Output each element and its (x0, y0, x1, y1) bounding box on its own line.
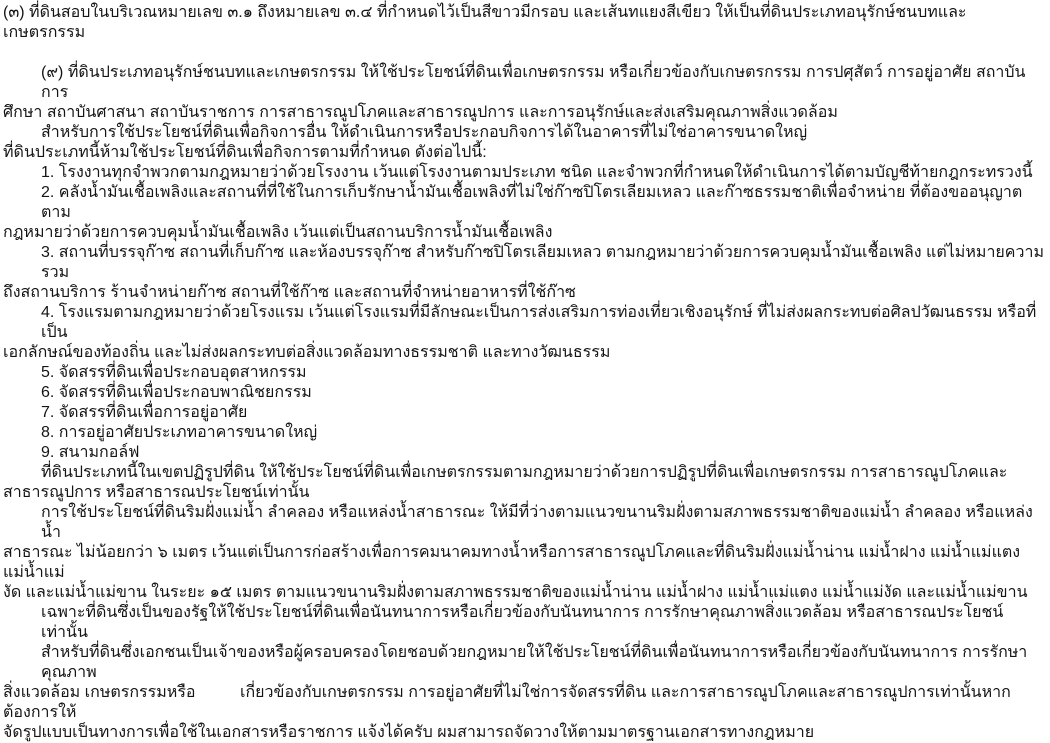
text-line: ที่ดินประเภทนี้ห้ามใช้ประโยชน์ที่ดินเพื่อกิจการตามที่กำหนด ดังต่อไปนี้: (3, 144, 487, 161)
text-line: 3. สถานที่บรรจุก๊าซ สถานที่เก็บก๊าซ และห้องบรรจุก๊าซ สำหรับก๊าซปิโตรเลียมเหลว ตามกฎหมายว่าด้วยการควบคุมน้ำมันเชื้อเพลิง แต่ไม่หมายความรวม (41, 244, 1045, 281)
text-line: สาธารณูปการ หรือสาธารณประโยชน์เท่านั้น (3, 484, 310, 501)
text-line: งัด และแม่น้ำแม่ขาน ในระยะ ๑๕ เมตร ตามแนวขนานริมฝั่งตามสภาพธรรมชาติของแม่น้ำน่าน แม่น้ำฝาง แม่น้ำแม่แตง แม่น้ำแม่งัด และแม่น้ำแม่ขาน (3, 584, 1028, 601)
text-line: เฉพาะที่ดินซึ่งเป็นของรัฐให้ใช้ประโยชน์ที่ดินเพื่อนันทนาการหรือเกี่ยวข้องกับนันทนาการ การรักษาคุณภาพสิ่งแวดล้อม หรือสาธารณประโยชน์เท่านั้น (41, 604, 1004, 641)
text-line: สาธารณะ ไม่น้อยกว่า ๖ เมตร เว้นแต่เป็นการก่อสร้างเพื่อการคมนาคมทางน้ำหรือการสาธารณูปโภคและที่ดินริมฝั่งแม่น้ำน่าน แม่น้ำฝาง แม่น้ำแม่แตง แม่น้ำแม่ (3, 544, 1025, 581)
text-line: ถึงสถานบริการ ร้านจำหน่ายก๊าซ สถานที่ใช้ก๊าซ และสถานที่จำหน่ายอาหารที่ใช้ก๊าซ (3, 284, 576, 301)
text-line: 1. โรงงานทุกจำพวกตามกฎหมายว่าด้วยโรงงาน เว้นแต่โรงงานตามประเภท ชนิด และจำพวกที่กำหนดให้ดำเนินการได้ตามบัญชีท้ายกฎกระทรวงนี้ (41, 164, 1033, 181)
text-line: กฎหมายว่าด้วยการควบคุมน้ำมันเชื้อเพลิง เว้นแต่เป็นสถานบริการน้ำมันเชื้อเพลิง (3, 224, 553, 241)
text-line: เอกลักษณ์ของท้องถิ่น และไม่ส่งผลกระทบต่อสิ่งแวดล้อมทางธรรมชาติ และทางวัฒนธรรม (3, 344, 611, 361)
text-line: จัดรูปแบบเป็นทางการเพื่อใช้ในเอกสารหรือราชการ แจ้งได้ครับ ผมสามารถจัดวางให้ตามมาตรฐานเอกสารทางกฎหมาย (3, 724, 815, 741)
text-line: 8. การอยู่อาศัยประเภทอาคารขนาดใหญ่ (41, 424, 318, 441)
text-line: ที่ดินประเภทนี้ในเขตปฏิรูปที่ดิน ให้ใช้ประโยชน์ที่ดินเพื่อเกษตรกรรมตามกฎหมายว่าด้วยการปฏิรูปที่ดินเพื่อเกษตรกรรม การสาธารณูปโภคและ (41, 464, 1008, 481)
text-line: (๙) ที่ดินประเภทอนุรักษ์ชนบทและเกษตรกรรม ให้ใช้ประโยชน์ที่ดินเพื่อเกษตรกรรม หรือเกี่ยวข้องกับเกษตรกรรม การปศุสัตว์ การอยู่อาศัย สถาบันการ (41, 64, 1026, 101)
text-line: (๓) ที่ดินสอบในบริเวณหมายเลข ๓.๑ ถึงหมายเลข ๓.๔ ที่กำหนดไว้เป็นสีขาวมีกรอบ และเส้นทแยงสีเขียว ให้เป็นที่ดินประเภทอนุรักษ์ชนบทและเกษตรกรรม (3, 4, 967, 41)
text-line: สำหรับที่ดินซึ่งเอกชนเป็นเจ้าของหรือผู้ครอบครองโดยชอบด้วยกฎหมายให้ใช้ประโยชน์ที่ดินเพื่อนันทนาการหรือเกี่ยวข้องกับนันทนาการ การรักษาคุณภาพ (41, 644, 1028, 681)
text-line: ศึกษา สถาบันศาสนา สถาบันราชการ การสาธารณูปโภคและสาธารณูปการ และการอนุรักษ์และส่งเสริมคุณภาพสิ่งแวดล้อม (3, 104, 838, 121)
text-line: การใช้ประโยชน์ที่ดินริมฝั่งแม่น้ำ ลำคลอง หรือแหล่งน้ำสาธารณะ ให้มีที่ว่างตามแนวขนานริมฝั่งตามสภาพธรรมชาติของแม่น้ำ ลำคลอง หรือแหล่งน้ำ (41, 504, 1033, 541)
text-line: 4. โรงแรมตามกฎหมายว่าด้วยโรงแรม เว้นแต่โรงแรมที่มีลักษณะเป็นการส่งเสริมการท่องเที่ยวเชิงอนุรักษ์ ที่ไม่ส่งผลกระทบต่อศิลปวัฒนธรรม หรือที่เป็น (41, 304, 1037, 341)
text-line: 6. จัดสรรที่ดินเพื่อประกอบพาณิชยกรรม (41, 384, 312, 401)
text-line: สำหรับการใช้ประโยชน์ที่ดินเพื่อกิจการอื่น ให้ดำเนินการหรือประกอบกิจการได้ในอาคารที่ไม่ใช่อาคารขนาดใหญ่ (41, 124, 808, 141)
text-line: 5. จัดสรรที่ดินเพื่อประกอบอุตสาหกรรม (41, 364, 307, 381)
blank-line (3, 43, 1048, 63)
text-line: 9. สนามกอล์ฟ (41, 444, 140, 461)
text-line: 2. คลังน้ำมันเชื้อเพลิงและสถานที่ที่ใช้ในการเก็บรักษาน้ำมันเชื้อเพลิงที่ไม่ใช่ก๊าซปิโตรเลียมเหลว และก๊าซธรรมชาติเพื่อจำหน่าย ที่ต้องขออนุญาตตาม (41, 184, 1023, 221)
text-line: สิ่งแวดล้อม เกษตรกรรมหรือ เกี่ยวข้องกับเกษตรกรรม การอยู่อาศัยที่ไม่ใช่การจัดสรรที่ดิน และการสาธารณูปโภคและสาธารณูปการเท่านั้นหากต้องการให้ (3, 684, 1011, 721)
text-line: 7. จัดสรรที่ดินเพื่อการอยู่อาศัย (41, 404, 248, 421)
